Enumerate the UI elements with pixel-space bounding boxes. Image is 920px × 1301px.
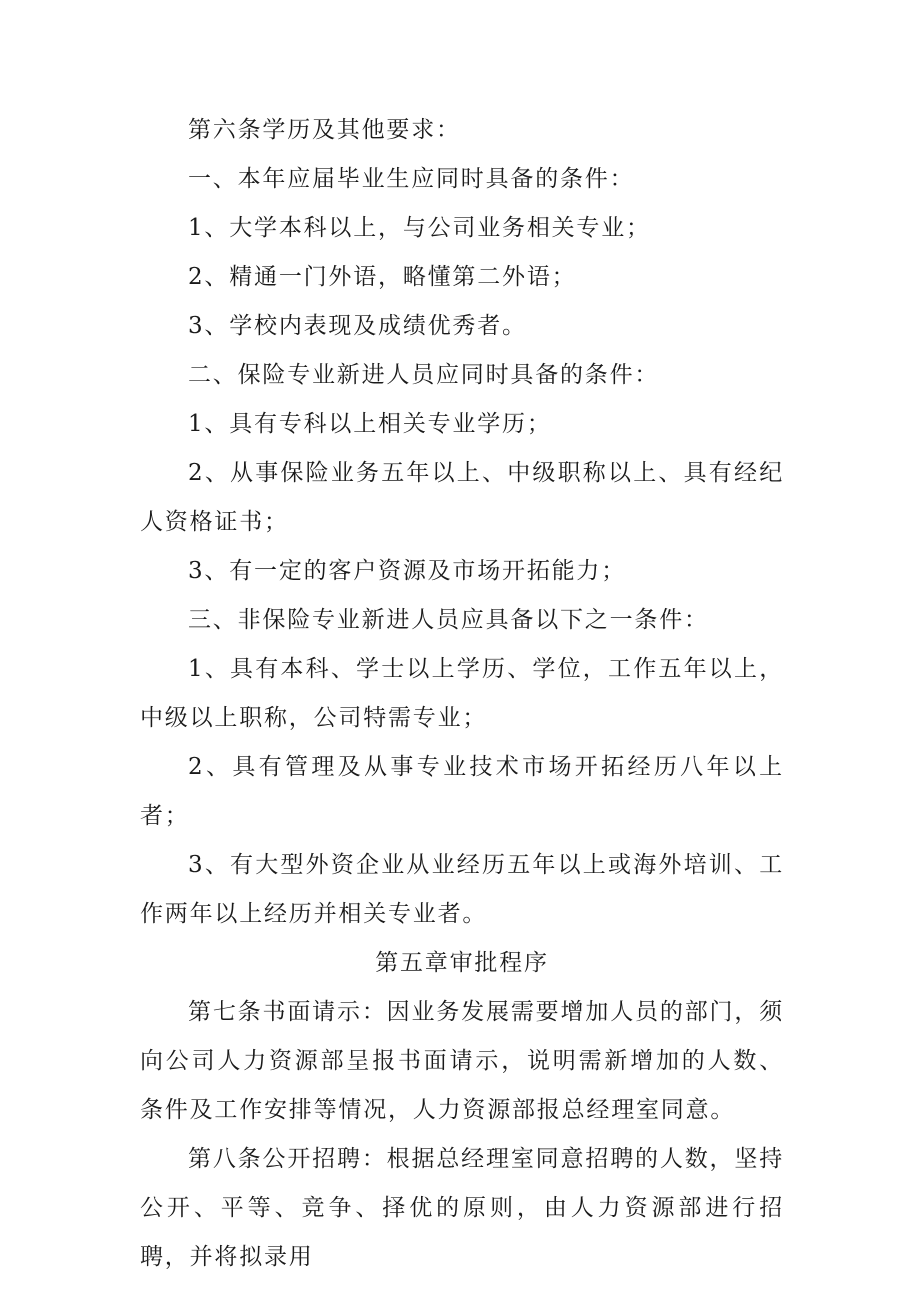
section-3-item-2: 2、具有管理及从事专业技术市场开拓经历八年以上者； (140, 754, 784, 829)
chapter-5-heading: 第五章审批程序 (375, 950, 549, 976)
section-3-item-3: 3、有大型外资企业从业经历五年以上或海外培训、工作两年以上经历并相关专业者。 (140, 852, 784, 927)
section-1-item-1: 1、大学本科以上，与公司业务相关专业； (188, 215, 651, 241)
section-2-heading: 二、保险专业新进人员应同时具备的条件： (188, 362, 660, 388)
document-body (140, 106, 784, 1282)
article-6-heading: 第六条学历及其他要求： (188, 117, 461, 143)
section-2-item-3: 3、有一定的客户资源及市场开拓能力； (188, 558, 627, 584)
section-1-item-2: 2、精通一门外语，略懂第二外语； (188, 264, 577, 290)
section-1-heading: 一、本年应届毕业生应同时具备的条件： (188, 166, 635, 192)
section-2-item-1: 1、具有专科以上相关专业学历； (188, 411, 552, 437)
section-1-item-3: 3、学校内表现及成绩优秀者。 (188, 313, 527, 339)
section-3-item-1: 1、具有本科、学士以上学历、学位，工作五年以上，中级以上职称，公司特需专业； (140, 656, 784, 731)
article-8-paragraph: 第八条公开招聘：根据总经理室同意招聘的人数，坚持公开、平等、竞争、择优的原则，由人力资源部进行招聘，并将拟录用 (140, 1146, 784, 1270)
section-2-item-2: 2、从事保险业务五年以上、中级职称以上、具有经纪人资格证书； (140, 460, 784, 535)
article-7-paragraph: 第七条书面请示：因业务发展需要增加人员的部门，须向公司人力资源部呈报书面请示，说明需新增加的人数、条件及工作安排等情况，人力资源部报总经理室同意。 (140, 999, 784, 1123)
section-3-heading: 三、非保险专业新进人员应具备以下之一条件： (188, 607, 709, 633)
